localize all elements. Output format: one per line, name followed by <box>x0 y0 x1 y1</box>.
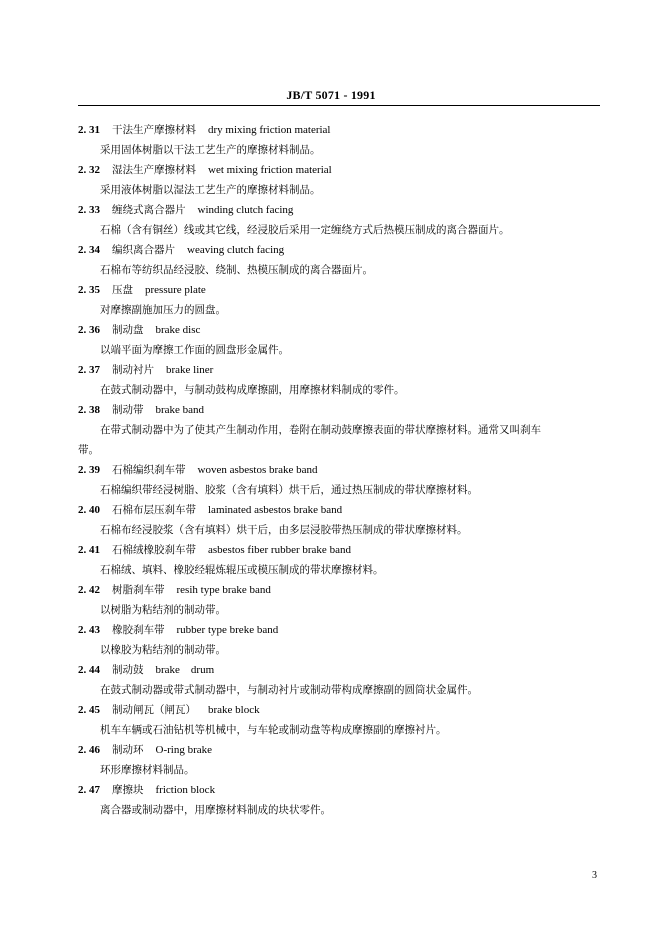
term-english: resih type brake band <box>176 584 271 596</box>
term-number: 2. 44 <box>78 664 100 676</box>
term-2-42 <box>78 580 602 600</box>
term-2-33 <box>78 200 602 220</box>
term-definition: 在鼓式制动器中，与制动鼓构成摩擦副，用摩擦材料制成的零件。 <box>100 384 405 396</box>
term-number: 2. 43 <box>78 624 100 636</box>
term-english: dry mixing friction material <box>208 124 331 136</box>
term-chinese: 编织离合器片 <box>112 244 175 256</box>
term-english: asbestos fiber rubber brake band <box>208 544 351 556</box>
term-number: 2. 40 <box>78 504 100 516</box>
term-definition: 对摩擦副施加压力的圆盘。 <box>100 304 226 316</box>
term-chinese: 制动衬片 <box>112 364 154 376</box>
term-chinese: 石棉绒橡胶刹车带 <box>112 544 196 556</box>
term-2-45 <box>78 700 602 720</box>
term-chinese: 湿法生产摩擦材料 <box>112 164 196 176</box>
term-chinese: 摩擦块 <box>112 784 144 796</box>
page-number: 3 <box>592 870 597 881</box>
term-chinese: 制动闸瓦（闸瓦） <box>112 704 196 716</box>
term-number: 2. 32 <box>78 164 100 176</box>
term-2-36 <box>78 320 602 340</box>
term-number: 2. 36 <box>78 324 100 336</box>
term-chinese: 缠绕式离合器片 <box>112 204 186 216</box>
term-definition: 离合器或制动器中，用摩擦材料制成的块状零件。 <box>100 804 331 816</box>
term-definition: 以树脂为粘结剂的制动带。 <box>100 604 226 616</box>
term-number: 2. 46 <box>78 744 100 756</box>
term-definition: 石棉绒、填料、橡胶经辊炼辊压或模压制成的带状摩擦材料。 <box>100 564 384 576</box>
term-number: 2. 42 <box>78 584 100 596</box>
term-english: laminated asbestos brake band <box>208 504 343 516</box>
term-chinese: 压盘 <box>112 284 133 296</box>
term-english: brake block <box>208 704 260 716</box>
term-english: pressure plate <box>145 284 206 296</box>
term-english: brake liner <box>166 364 214 376</box>
term-english: O-ring brake <box>155 744 213 756</box>
term-number: 2. 35 <box>78 284 100 296</box>
term-2-35 <box>78 280 602 300</box>
term-english: weaving clutch facing <box>187 244 285 256</box>
term-2-32 <box>78 160 602 180</box>
term-2-41 <box>78 540 602 560</box>
term-english: winding clutch facing <box>197 204 294 216</box>
term-2-46 <box>78 740 602 760</box>
term-chinese: 橡胶刹车带 <box>112 624 165 636</box>
term-number: 2. 45 <box>78 704 100 716</box>
document-code-header: JB/T 5071 - 1991 <box>286 88 376 102</box>
term-chinese: 树脂刹车带 <box>112 584 165 596</box>
term-definition: 在鼓式制动器或带式制动器中，与制动衬片或制动带构成摩擦副的圆筒状金属件。 <box>100 684 478 696</box>
term-2-31 <box>78 120 602 140</box>
header-divider <box>78 105 600 106</box>
term-definition: 石棉编织带经浸树脂、胶浆（含有填料）烘干后，通过热压制成的带状摩擦材料。 <box>100 484 478 496</box>
terms-list <box>78 120 602 820</box>
term-definition: 机车车辆或石油钻机等机械中，与车轮或制动盘等构成摩擦副的摩擦衬片。 <box>100 724 447 736</box>
term-definition: 以端平面为摩擦工作面的圆盘形金属件。 <box>100 344 289 356</box>
term-2-37 <box>78 360 602 380</box>
term-definition: 在带式制动器中为了使其产生制动作用，卷附在制动鼓摩擦表面的带状摩擦材料。通常又叫刹车 <box>100 424 541 436</box>
term-chinese: 制动带 <box>112 404 144 416</box>
term-definition: 采用液体树脂以湿法工艺生产的摩擦材料制品。 <box>100 184 321 196</box>
term-chinese: 制动鼓 <box>112 664 144 676</box>
term-number: 2. 37 <box>78 364 100 376</box>
term-2-39 <box>78 460 602 480</box>
term-definition-continued: 带。 <box>78 444 99 456</box>
term-english: woven asbestos brake band <box>197 464 318 476</box>
term-2-34 <box>78 240 602 260</box>
term-chinese: 制动环 <box>112 744 144 756</box>
term-english: rubber type breke band <box>176 624 279 636</box>
term-number: 2. 39 <box>78 464 100 476</box>
term-number: 2. 41 <box>78 544 100 556</box>
term-chinese: 石棉布层压刹车带 <box>112 504 196 516</box>
term-2-43 <box>78 620 602 640</box>
term-english: brake band <box>155 404 205 416</box>
term-number: 2. 38 <box>78 404 100 416</box>
term-number: 2. 33 <box>78 204 100 216</box>
term-definition: 环形摩擦材料制品。 <box>100 764 195 776</box>
term-definition: 石棉布等纺织品经浸胶、绕制、热模压制成的离合器面片。 <box>100 264 373 276</box>
term-chinese: 制动盘 <box>112 324 144 336</box>
term-number: 2. 31 <box>78 124 100 136</box>
term-2-38 <box>78 400 602 420</box>
term-english: brake drum <box>155 664 215 676</box>
term-definition: 石棉（含有铜丝）线或其它线，经浸胶后采用一定缠绕方式后热模压制成的离合器面片。 <box>100 224 510 236</box>
term-number: 2. 34 <box>78 244 100 256</box>
term-english: friction block <box>155 784 216 796</box>
term-2-40 <box>78 500 602 520</box>
term-chinese: 石棉编织刹车带 <box>112 464 186 476</box>
term-2-47 <box>78 780 602 800</box>
term-number: 2. 47 <box>78 784 100 796</box>
term-english: brake disc <box>155 324 201 336</box>
term-definition: 石棉布经浸胶浆（含有填料）烘干后，由多层浸胶带热压制成的带状摩擦材料。 <box>100 524 468 536</box>
term-definition: 采用固体树脂以干法工艺生产的摩擦材料制品。 <box>100 144 321 156</box>
term-definition: 以橡胶为粘结剂的制动带。 <box>100 644 226 656</box>
term-english: wet mixing friction material <box>208 164 332 176</box>
term-chinese: 干法生产摩擦材料 <box>112 124 196 136</box>
term-2-44 <box>78 660 602 680</box>
